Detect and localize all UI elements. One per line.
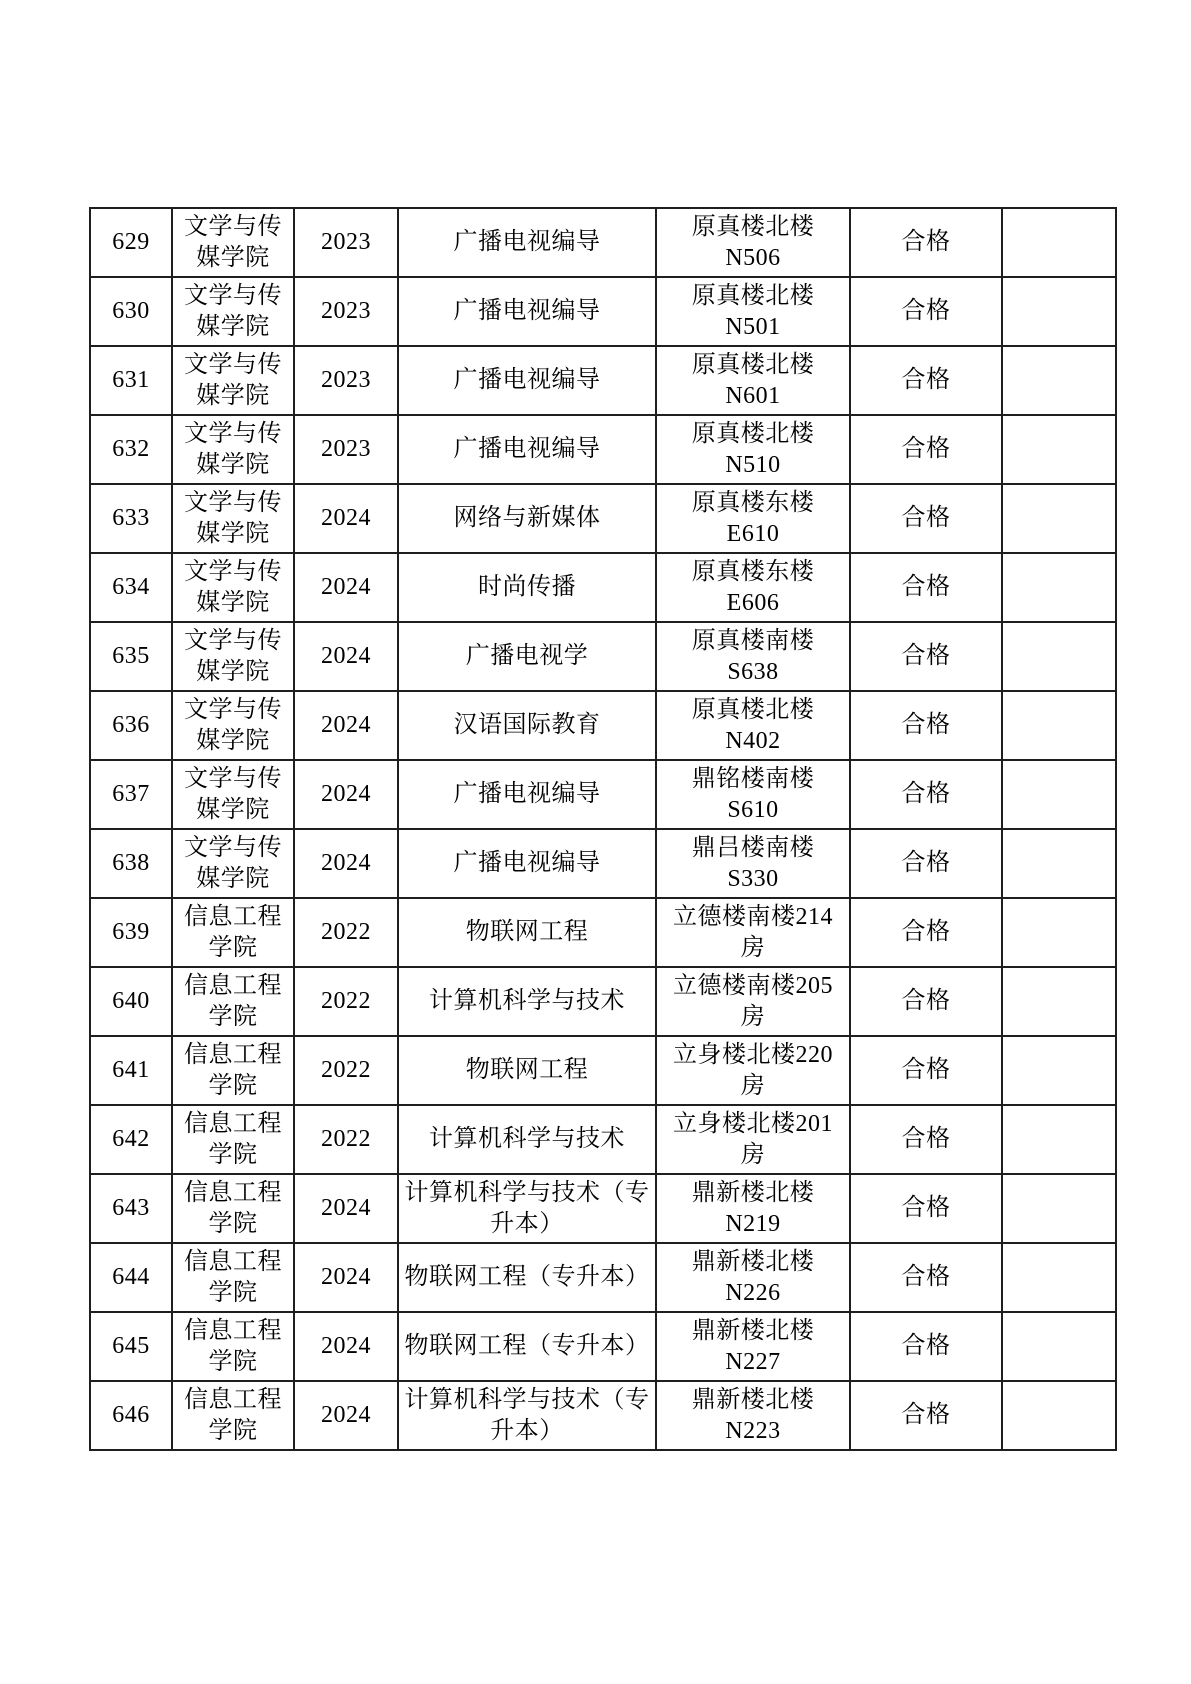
college-cell: 信息工程 学院	[172, 967, 294, 1036]
year-cell: 2024	[294, 829, 398, 898]
note-cell	[1002, 898, 1116, 967]
row-number-cell: 636	[90, 691, 172, 760]
result-cell: 合格	[850, 898, 1002, 967]
college-cell: 文学与传 媒学院	[172, 760, 294, 829]
result-cell: 合格	[850, 1105, 1002, 1174]
result-cell: 合格	[850, 1036, 1002, 1105]
row-number-cell: 641	[90, 1036, 172, 1105]
major-cell: 物联网工程（专升本）	[398, 1243, 656, 1312]
result-cell: 合格	[850, 415, 1002, 484]
table-row	[90, 967, 1116, 1036]
row-number-cell: 646	[90, 1381, 172, 1450]
row-number-cell: 642	[90, 1105, 172, 1174]
note-cell	[1002, 1105, 1116, 1174]
location-cell: 原真楼东楼 E610	[656, 484, 850, 553]
location-cell: 鼎吕楼南楼 S330	[656, 829, 850, 898]
college-cell: 文学与传 媒学院	[172, 622, 294, 691]
result-cell: 合格	[850, 829, 1002, 898]
location-cell: 原真楼北楼 N402	[656, 691, 850, 760]
row-number-cell: 632	[90, 415, 172, 484]
year-cell: 2022	[294, 898, 398, 967]
note-cell	[1002, 1243, 1116, 1312]
year-cell: 2023	[294, 415, 398, 484]
major-cell: 广播电视编导	[398, 829, 656, 898]
note-cell	[1002, 622, 1116, 691]
row-number-cell: 644	[90, 1243, 172, 1312]
year-cell: 2024	[294, 1174, 398, 1243]
result-cell: 合格	[850, 484, 1002, 553]
table-row	[90, 415, 1116, 484]
row-number-cell: 631	[90, 346, 172, 415]
row-number-cell: 638	[90, 829, 172, 898]
table-row	[90, 1174, 1116, 1243]
location-cell: 原真楼北楼 N501	[656, 277, 850, 346]
location-cell: 立德楼南楼205 房	[656, 967, 850, 1036]
year-cell: 2024	[294, 1381, 398, 1450]
result-cell: 合格	[850, 967, 1002, 1036]
note-cell	[1002, 1174, 1116, 1243]
result-cell: 合格	[850, 1312, 1002, 1381]
location-cell: 鼎新楼北楼 N226	[656, 1243, 850, 1312]
college-cell: 信息工程 学院	[172, 1243, 294, 1312]
college-cell: 文学与传 媒学院	[172, 553, 294, 622]
major-cell: 广播电视学	[398, 622, 656, 691]
table-row	[90, 1036, 1116, 1105]
college-cell: 信息工程 学院	[172, 1174, 294, 1243]
location-cell: 原真楼北楼 N510	[656, 415, 850, 484]
location-cell: 原真楼南楼 S638	[656, 622, 850, 691]
note-cell	[1002, 691, 1116, 760]
major-cell: 物联网工程	[398, 1036, 656, 1105]
table-row	[90, 346, 1116, 415]
result-cell: 合格	[850, 622, 1002, 691]
location-cell: 立身楼北楼220 房	[656, 1036, 850, 1105]
table-row	[90, 760, 1116, 829]
college-cell: 文学与传 媒学院	[172, 484, 294, 553]
table-row	[90, 898, 1116, 967]
major-cell: 广播电视编导	[398, 208, 656, 277]
location-cell: 原真楼北楼 N601	[656, 346, 850, 415]
year-cell: 2022	[294, 967, 398, 1036]
note-cell	[1002, 1036, 1116, 1105]
note-cell	[1002, 1381, 1116, 1450]
row-number-cell: 633	[90, 484, 172, 553]
table-row	[90, 1243, 1116, 1312]
year-cell: 2023	[294, 208, 398, 277]
year-cell: 2024	[294, 1243, 398, 1312]
result-cell: 合格	[850, 760, 1002, 829]
college-cell: 信息工程 学院	[172, 1312, 294, 1381]
major-cell: 广播电视编导	[398, 760, 656, 829]
location-cell: 鼎铭楼南楼 S610	[656, 760, 850, 829]
year-cell: 2023	[294, 346, 398, 415]
year-cell: 2024	[294, 553, 398, 622]
table-body	[90, 208, 1116, 1450]
note-cell	[1002, 277, 1116, 346]
result-cell: 合格	[850, 208, 1002, 277]
college-cell: 文学与传 媒学院	[172, 277, 294, 346]
note-cell	[1002, 415, 1116, 484]
location-cell: 鼎新楼北楼 N219	[656, 1174, 850, 1243]
college-cell: 文学与传 媒学院	[172, 691, 294, 760]
inspection-results-table	[89, 207, 1117, 1451]
table-row	[90, 277, 1116, 346]
college-cell: 信息工程 学院	[172, 1036, 294, 1105]
row-number-cell: 630	[90, 277, 172, 346]
college-cell: 文学与传 媒学院	[172, 415, 294, 484]
row-number-cell: 635	[90, 622, 172, 691]
year-cell: 2024	[294, 622, 398, 691]
major-cell: 物联网工程	[398, 898, 656, 967]
college-cell: 文学与传 媒学院	[172, 829, 294, 898]
location-cell: 立德楼南楼214 房	[656, 898, 850, 967]
college-cell: 信息工程 学院	[172, 1105, 294, 1174]
note-cell	[1002, 208, 1116, 277]
table-row	[90, 1312, 1116, 1381]
result-cell: 合格	[850, 1381, 1002, 1450]
location-cell: 鼎新楼北楼 N227	[656, 1312, 850, 1381]
note-cell	[1002, 346, 1116, 415]
major-cell: 网络与新媒体	[398, 484, 656, 553]
location-cell: 鼎新楼北楼 N223	[656, 1381, 850, 1450]
table-row	[90, 484, 1116, 553]
result-cell: 合格	[850, 346, 1002, 415]
result-cell: 合格	[850, 277, 1002, 346]
row-number-cell: 629	[90, 208, 172, 277]
row-number-cell: 639	[90, 898, 172, 967]
college-cell: 文学与传 媒学院	[172, 346, 294, 415]
college-cell: 信息工程 学院	[172, 1381, 294, 1450]
major-cell: 计算机科学与技术	[398, 1105, 656, 1174]
result-cell: 合格	[850, 1174, 1002, 1243]
major-cell: 计算机科学与技术（专 升本）	[398, 1381, 656, 1450]
major-cell: 汉语国际教育	[398, 691, 656, 760]
row-number-cell: 640	[90, 967, 172, 1036]
table-row	[90, 622, 1116, 691]
year-cell: 2023	[294, 277, 398, 346]
table-row	[90, 691, 1116, 760]
result-cell: 合格	[850, 1243, 1002, 1312]
table-row	[90, 208, 1116, 277]
major-cell: 广播电视编导	[398, 415, 656, 484]
row-number-cell: 643	[90, 1174, 172, 1243]
table-row	[90, 1381, 1116, 1450]
year-cell: 2022	[294, 1105, 398, 1174]
note-cell	[1002, 829, 1116, 898]
location-cell: 原真楼北楼 N506	[656, 208, 850, 277]
note-cell	[1002, 484, 1116, 553]
row-number-cell: 645	[90, 1312, 172, 1381]
result-cell: 合格	[850, 553, 1002, 622]
year-cell: 2024	[294, 691, 398, 760]
result-cell: 合格	[850, 691, 1002, 760]
location-cell: 原真楼东楼 E606	[656, 553, 850, 622]
note-cell	[1002, 553, 1116, 622]
major-cell: 广播电视编导	[398, 277, 656, 346]
note-cell	[1002, 1312, 1116, 1381]
note-cell	[1002, 967, 1116, 1036]
major-cell: 时尚传播	[398, 553, 656, 622]
table-row	[90, 553, 1116, 622]
note-cell	[1002, 760, 1116, 829]
table-row	[90, 829, 1116, 898]
college-cell: 信息工程 学院	[172, 898, 294, 967]
major-cell: 广播电视编导	[398, 346, 656, 415]
year-cell: 2024	[294, 760, 398, 829]
table-row	[90, 1105, 1116, 1174]
college-cell: 文学与传 媒学院	[172, 208, 294, 277]
row-number-cell: 634	[90, 553, 172, 622]
major-cell: 计算机科学与技术	[398, 967, 656, 1036]
year-cell: 2022	[294, 1036, 398, 1105]
year-cell: 2024	[294, 1312, 398, 1381]
major-cell: 物联网工程（专升本）	[398, 1312, 656, 1381]
location-cell: 立身楼北楼201 房	[656, 1105, 850, 1174]
row-number-cell: 637	[90, 760, 172, 829]
year-cell: 2024	[294, 484, 398, 553]
major-cell: 计算机科学与技术（专 升本）	[398, 1174, 656, 1243]
